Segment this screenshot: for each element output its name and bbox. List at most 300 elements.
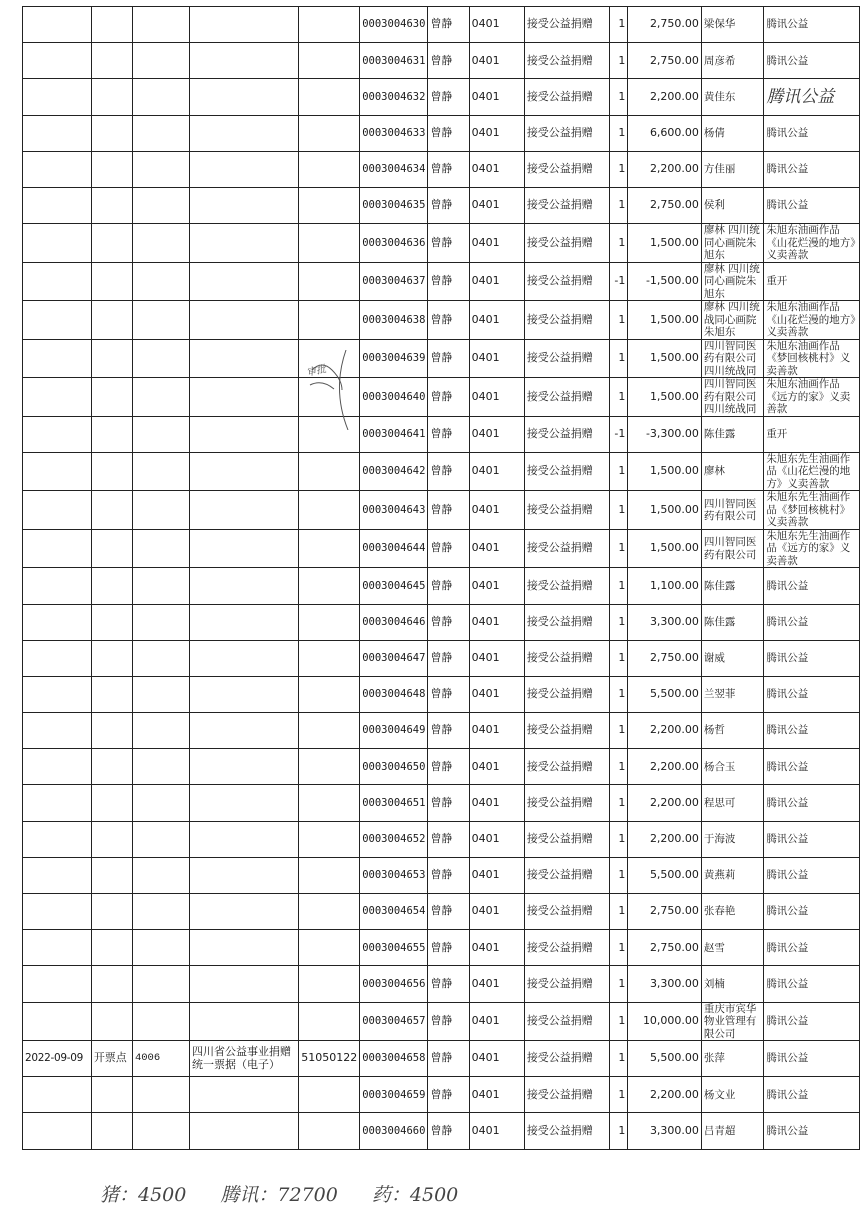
- cell-ticket: [190, 187, 299, 223]
- cell-ticket: [190, 224, 299, 263]
- cell-invno: 0003004634: [360, 151, 428, 187]
- cell-invno: 0003004647: [360, 640, 428, 676]
- cell-code: [132, 378, 189, 417]
- cell-amount: 1,500.00: [628, 301, 702, 340]
- cell-point: [91, 79, 132, 115]
- cell-code2: 0401: [469, 785, 524, 821]
- table-row: [23, 966, 860, 1002]
- cell-amount: 1,500.00: [628, 529, 702, 568]
- cell-date: [23, 1113, 92, 1149]
- cell-op: 曾静: [428, 676, 469, 712]
- cell-date: [23, 966, 92, 1002]
- cell-ticket: [190, 262, 299, 301]
- cell-ticket: [190, 416, 299, 452]
- cell-qty: 1: [610, 452, 628, 491]
- cell-bill: [299, 894, 360, 930]
- cell-type: 接受公益捐赠: [524, 7, 610, 43]
- cell-op: 曾静: [428, 43, 469, 79]
- cell-amount: 2,750.00: [628, 187, 702, 223]
- cell-donor: 廖林 四川统同心画院朱旭东: [701, 224, 763, 263]
- cell-code: [132, 821, 189, 857]
- cell-point: [91, 640, 132, 676]
- cell-qty: 1: [610, 568, 628, 604]
- cell-amount: 3,300.00: [628, 1113, 702, 1149]
- cell-bill: [299, 749, 360, 785]
- cell-code: [132, 966, 189, 1002]
- cell-ticket: [190, 339, 299, 378]
- cell-type: 接受公益捐赠: [524, 640, 610, 676]
- cell-point: [91, 785, 132, 821]
- cell-qty: 1: [610, 187, 628, 223]
- cell-code2: 0401: [469, 262, 524, 301]
- cell-amount: 1,500.00: [628, 224, 702, 263]
- cell-date: [23, 604, 92, 640]
- cell-invno: 0003004654: [360, 894, 428, 930]
- cell-qty: -1: [610, 262, 628, 301]
- table-row: [23, 224, 860, 263]
- cell-code: [132, 452, 189, 491]
- cell-bill: [299, 224, 360, 263]
- cell-type: 接受公益捐赠: [524, 568, 610, 604]
- cell-qty: -1: [610, 416, 628, 452]
- cell-date: [23, 301, 92, 340]
- cell-op: 曾静: [428, 930, 469, 966]
- cell-date: [23, 224, 92, 263]
- cell-note: 腾讯公益: [764, 749, 860, 785]
- cell-note: 朱旭东先生油画作品《山花烂漫的地方》义卖善款: [764, 452, 860, 491]
- table-row: [23, 568, 860, 604]
- cell-type: 接受公益捐赠: [524, 749, 610, 785]
- footer-total-1: 猪：4500: [100, 1184, 187, 1206]
- cell-op: 曾静: [428, 1002, 469, 1041]
- cell-ticket: [190, 43, 299, 79]
- cell-point: [91, 378, 132, 417]
- cell-note: 腾讯公益: [764, 930, 860, 966]
- cell-code2: 0401: [469, 224, 524, 263]
- cell-qty: 1: [610, 604, 628, 640]
- cell-qty: 1: [610, 1113, 628, 1149]
- cell-code2: 0401: [469, 966, 524, 1002]
- cell-note: 腾讯公益: [764, 187, 860, 223]
- cell-ticket: [190, 1113, 299, 1149]
- cell-qty: 1: [610, 857, 628, 893]
- cell-invno: 0003004637: [360, 262, 428, 301]
- cell-point: [91, 1113, 132, 1149]
- cell-qty: 1: [610, 151, 628, 187]
- cell-amount: 3,300.00: [628, 966, 702, 1002]
- cell-bill: [299, 491, 360, 530]
- cell-note: 腾讯公益: [764, 1113, 860, 1149]
- cell-invno: 0003004632: [360, 79, 428, 115]
- cell-date: [23, 416, 92, 452]
- cell-qty: 1: [610, 713, 628, 749]
- cell-amount: 2,200.00: [628, 1077, 702, 1113]
- cell-point: [91, 43, 132, 79]
- cell-code2: 0401: [469, 749, 524, 785]
- cell-type: 接受公益捐赠: [524, 930, 610, 966]
- cell-code: [132, 568, 189, 604]
- cell-op: 曾静: [428, 640, 469, 676]
- cell-op: 曾静: [428, 785, 469, 821]
- cell-date: [23, 43, 92, 79]
- cell-code2: 0401: [469, 43, 524, 79]
- cell-point: [91, 452, 132, 491]
- cell-type: 接受公益捐赠: [524, 115, 610, 151]
- table-row: [23, 821, 860, 857]
- cell-point: [91, 568, 132, 604]
- cell-code2: 0401: [469, 713, 524, 749]
- cell-type: 接受公益捐赠: [524, 1002, 610, 1041]
- cell-donor: 四川智同医药有限公司四川统战同: [701, 378, 763, 417]
- cell-ticket: [190, 378, 299, 417]
- cell-code: [132, 749, 189, 785]
- cell-op: 曾静: [428, 151, 469, 187]
- cell-point: [91, 713, 132, 749]
- cell-invno: 0003004630: [360, 7, 428, 43]
- cell-type: 接受公益捐赠: [524, 79, 610, 115]
- cell-qty: 1: [610, 785, 628, 821]
- cell-donor: 张萍: [701, 1041, 763, 1077]
- cell-point: [91, 7, 132, 43]
- cell-code: [132, 713, 189, 749]
- cell-code: [132, 262, 189, 301]
- cell-op: 曾静: [428, 1113, 469, 1149]
- cell-point: [91, 151, 132, 187]
- cell-invno: 0003004659: [360, 1077, 428, 1113]
- cell-qty: 1: [610, 676, 628, 712]
- cell-date: [23, 930, 92, 966]
- cell-ticket: [190, 785, 299, 821]
- cell-ticket: [190, 857, 299, 893]
- cell-point: [91, 966, 132, 1002]
- cell-type: 接受公益捐赠: [524, 676, 610, 712]
- cell-bill: [299, 79, 360, 115]
- table-row: [23, 529, 860, 568]
- cell-bill: [299, 452, 360, 491]
- cell-amount: 2,200.00: [628, 79, 702, 115]
- cell-date: [23, 187, 92, 223]
- cell-op: 曾静: [428, 79, 469, 115]
- cell-type: 接受公益捐赠: [524, 785, 610, 821]
- cell-qty: 1: [610, 1002, 628, 1041]
- cell-op: 曾静: [428, 115, 469, 151]
- cell-ticket: [190, 7, 299, 43]
- cell-ticket: [190, 894, 299, 930]
- cell-invno: 0003004635: [360, 187, 428, 223]
- cell-qty: 1: [610, 7, 628, 43]
- cell-amount: 2,750.00: [628, 930, 702, 966]
- cell-ticket: [190, 1002, 299, 1041]
- cell-donor: 吕青超: [701, 1113, 763, 1149]
- cell-note: 腾讯公益: [764, 568, 860, 604]
- cell-op: 曾静: [428, 568, 469, 604]
- cell-op: 曾静: [428, 894, 469, 930]
- cell-point: [91, 749, 132, 785]
- cell-date: [23, 491, 92, 530]
- cell-type: 接受公益捐赠: [524, 339, 610, 378]
- cell-invno: 0003004645: [360, 568, 428, 604]
- cell-ticket: [190, 821, 299, 857]
- table-row: [23, 452, 860, 491]
- cell-date: [23, 7, 92, 43]
- cell-point: [91, 1002, 132, 1041]
- cell-code: [132, 1002, 189, 1041]
- cell-qty: 1: [610, 224, 628, 263]
- table-row: [23, 1041, 860, 1077]
- cell-op: 曾静: [428, 966, 469, 1002]
- cell-qty: 1: [610, 640, 628, 676]
- table-row: [23, 301, 860, 340]
- cell-op: 曾静: [428, 604, 469, 640]
- cell-bill: [299, 1077, 360, 1113]
- table-row: [23, 339, 860, 378]
- cell-invno: 0003004639: [360, 339, 428, 378]
- cell-code: [132, 930, 189, 966]
- cell-code2: 0401: [469, 640, 524, 676]
- cell-type: 接受公益捐赠: [524, 1077, 610, 1113]
- cell-ticket: [190, 491, 299, 530]
- cell-donor: 杨合玉: [701, 749, 763, 785]
- cell-qty: 1: [610, 821, 628, 857]
- cell-date: [23, 713, 92, 749]
- cell-code2: 0401: [469, 301, 524, 340]
- cell-ticket: [190, 640, 299, 676]
- cell-type: 接受公益捐赠: [524, 857, 610, 893]
- cell-op: 曾静: [428, 857, 469, 893]
- cell-bill: [299, 43, 360, 79]
- cell-qty: 1: [610, 115, 628, 151]
- cell-amount: 2,750.00: [628, 894, 702, 930]
- table-row: [23, 713, 860, 749]
- cell-bill: [299, 785, 360, 821]
- cell-op: 曾静: [428, 416, 469, 452]
- cell-date: [23, 378, 92, 417]
- cell-qty: 1: [610, 1041, 628, 1077]
- cell-point: [91, 416, 132, 452]
- cell-note: 朱旭东先生油画作品《梦回核桃村》义卖善款: [764, 491, 860, 530]
- cell-note: 腾讯公益: [764, 151, 860, 187]
- cell-amount: -1,500.00: [628, 262, 702, 301]
- cell-amount: 1,500.00: [628, 378, 702, 417]
- cell-date: [23, 676, 92, 712]
- cell-invno: 0003004655: [360, 930, 428, 966]
- table-row: [23, 785, 860, 821]
- cell-code: [132, 857, 189, 893]
- cell-point: [91, 676, 132, 712]
- table-row: [23, 676, 860, 712]
- cell-amount: 5,500.00: [628, 1041, 702, 1077]
- cell-ticket: [190, 568, 299, 604]
- cell-note: 腾讯公益: [764, 115, 860, 151]
- table-row: [23, 115, 860, 151]
- cell-donor: 周彦希: [701, 43, 763, 79]
- cell-donor: 黄燕莉: [701, 857, 763, 893]
- cell-bill: [299, 604, 360, 640]
- cell-code: [132, 43, 189, 79]
- cell-amount: 2,200.00: [628, 821, 702, 857]
- cell-invno: 0003004652: [360, 821, 428, 857]
- cell-date: [23, 749, 92, 785]
- cell-qty: 1: [610, 894, 628, 930]
- cell-type: 接受公益捐赠: [524, 452, 610, 491]
- table-row: [23, 491, 860, 530]
- cell-type: 接受公益捐赠: [524, 713, 610, 749]
- cell-donor: 杨文业: [701, 1077, 763, 1113]
- cell-note: 腾讯公益: [764, 857, 860, 893]
- cell-bill: [299, 857, 360, 893]
- cell-code: [132, 894, 189, 930]
- cell-invno: 0003004636: [360, 224, 428, 263]
- cell-type: 接受公益捐赠: [524, 1041, 610, 1077]
- footer-handwritten-totals: [100, 1180, 486, 1207]
- cell-date: [23, 857, 92, 893]
- cell-point: [91, 187, 132, 223]
- cell-note: 腾讯公益: [764, 1077, 860, 1113]
- cell-code2: 0401: [469, 378, 524, 417]
- cell-code: [132, 339, 189, 378]
- cell-ticket: [190, 604, 299, 640]
- cell-code: [132, 416, 189, 452]
- cell-donor: 侯利: [701, 187, 763, 223]
- cell-ticket: [190, 529, 299, 568]
- cell-donor: 廖林: [701, 452, 763, 491]
- cell-qty: 1: [610, 301, 628, 340]
- cell-bill: [299, 676, 360, 712]
- cell-invno: 0003004646: [360, 604, 428, 640]
- cell-donor: 四川智同医药有限公司: [701, 529, 763, 568]
- cell-point: [91, 115, 132, 151]
- cell-op: 曾静: [428, 821, 469, 857]
- cell-qty: 1: [610, 1077, 628, 1113]
- cell-qty: 1: [610, 966, 628, 1002]
- cell-code2: 0401: [469, 1002, 524, 1041]
- cell-code2: 0401: [469, 857, 524, 893]
- cell-donor: 杨倩: [701, 115, 763, 151]
- cell-point: [91, 491, 132, 530]
- cell-point: [91, 262, 132, 301]
- table-row: [23, 857, 860, 893]
- cell-date: [23, 640, 92, 676]
- table-row: [23, 604, 860, 640]
- cell-code2: 0401: [469, 339, 524, 378]
- cell-code2: 0401: [469, 676, 524, 712]
- cell-op: 曾静: [428, 224, 469, 263]
- cell-code: [132, 224, 189, 263]
- cell-donor: 梁保华: [701, 7, 763, 43]
- cell-bill: [299, 568, 360, 604]
- cell-point: [91, 894, 132, 930]
- cell-op: 曾静: [428, 301, 469, 340]
- cell-code: [132, 79, 189, 115]
- cell-donor: 刘楠: [701, 966, 763, 1002]
- cell-qty: 1: [610, 339, 628, 378]
- cell-date: [23, 821, 92, 857]
- cell-date: [23, 262, 92, 301]
- cell-code2: 0401: [469, 930, 524, 966]
- cell-point: 开票点: [91, 1041, 132, 1077]
- cell-bill: [299, 713, 360, 749]
- cell-qty: 1: [610, 529, 628, 568]
- cell-amount: 1,500.00: [628, 339, 702, 378]
- cell-donor: 赵雪: [701, 930, 763, 966]
- cell-type: 接受公益捐赠: [524, 966, 610, 1002]
- cell-op: 曾静: [428, 452, 469, 491]
- cell-type: 接受公益捐赠: [524, 604, 610, 640]
- cell-qty: 1: [610, 378, 628, 417]
- cell-type: 接受公益捐赠: [524, 894, 610, 930]
- cell-point: [91, 301, 132, 340]
- cell-code2: 0401: [469, 452, 524, 491]
- cell-code: [132, 1077, 189, 1113]
- cell-amount: 1,500.00: [628, 452, 702, 491]
- cell-ticket: 四川省公益事业捐赠统一票据（电子）: [190, 1041, 299, 1077]
- cell-donor: 廖林 四川统同心画院朱旭东: [701, 262, 763, 301]
- table-row: [23, 378, 860, 417]
- cell-type: 接受公益捐赠: [524, 491, 610, 530]
- cell-note: 重开: [764, 416, 860, 452]
- cell-date: [23, 151, 92, 187]
- cell-op: 曾静: [428, 529, 469, 568]
- table-row: [23, 7, 860, 43]
- cell-ticket: [190, 1077, 299, 1113]
- cell-donor: 方佳丽: [701, 151, 763, 187]
- cell-ticket: [190, 930, 299, 966]
- cell-type: 接受公益捐赠: [524, 262, 610, 301]
- footer-total-2: 腾讯：72700: [220, 1184, 338, 1206]
- cell-invno: 0003004631: [360, 43, 428, 79]
- cell-code2: 0401: [469, 79, 524, 115]
- ledger-body: [23, 7, 860, 1150]
- cell-type: 接受公益捐赠: [524, 301, 610, 340]
- cell-date: [23, 79, 92, 115]
- cell-note: 腾讯公益: [764, 7, 860, 43]
- cell-ticket: [190, 151, 299, 187]
- cell-code: [132, 115, 189, 151]
- cell-code: [132, 604, 189, 640]
- cell-point: [91, 821, 132, 857]
- cell-invno: 0003004644: [360, 529, 428, 568]
- cell-date: 2022-09-09: [23, 1041, 92, 1077]
- cell-op: 曾静: [428, 187, 469, 223]
- cell-qty: 1: [610, 749, 628, 785]
- cell-note: 腾讯公益: [764, 676, 860, 712]
- cell-invno: 0003004640: [360, 378, 428, 417]
- cell-code: [132, 151, 189, 187]
- cell-qty: 1: [610, 930, 628, 966]
- cell-bill: [299, 1002, 360, 1041]
- cell-type: 接受公益捐赠: [524, 821, 610, 857]
- cell-point: [91, 224, 132, 263]
- cell-qty: 1: [610, 43, 628, 79]
- cell-point: [91, 930, 132, 966]
- cell-donor: 廖林 四川统战同心画院朱旭东: [701, 301, 763, 340]
- cell-ticket: [190, 79, 299, 115]
- cell-amount: 2,200.00: [628, 151, 702, 187]
- cell-code2: 0401: [469, 821, 524, 857]
- cell-op: 曾静: [428, 491, 469, 530]
- cell-code2: 0401: [469, 1113, 524, 1149]
- table-row: [23, 1113, 860, 1149]
- cell-donor: 重庆市宾华物业管理有限公司: [701, 1002, 763, 1041]
- cell-point: [91, 339, 132, 378]
- cell-op: 曾静: [428, 1077, 469, 1113]
- cell-note: 腾讯公益: [764, 966, 860, 1002]
- cell-code2: 0401: [469, 604, 524, 640]
- cell-donor: 陈佳露: [701, 568, 763, 604]
- cell-invno: 0003004653: [360, 857, 428, 893]
- cell-point: [91, 529, 132, 568]
- table-row: [23, 416, 860, 452]
